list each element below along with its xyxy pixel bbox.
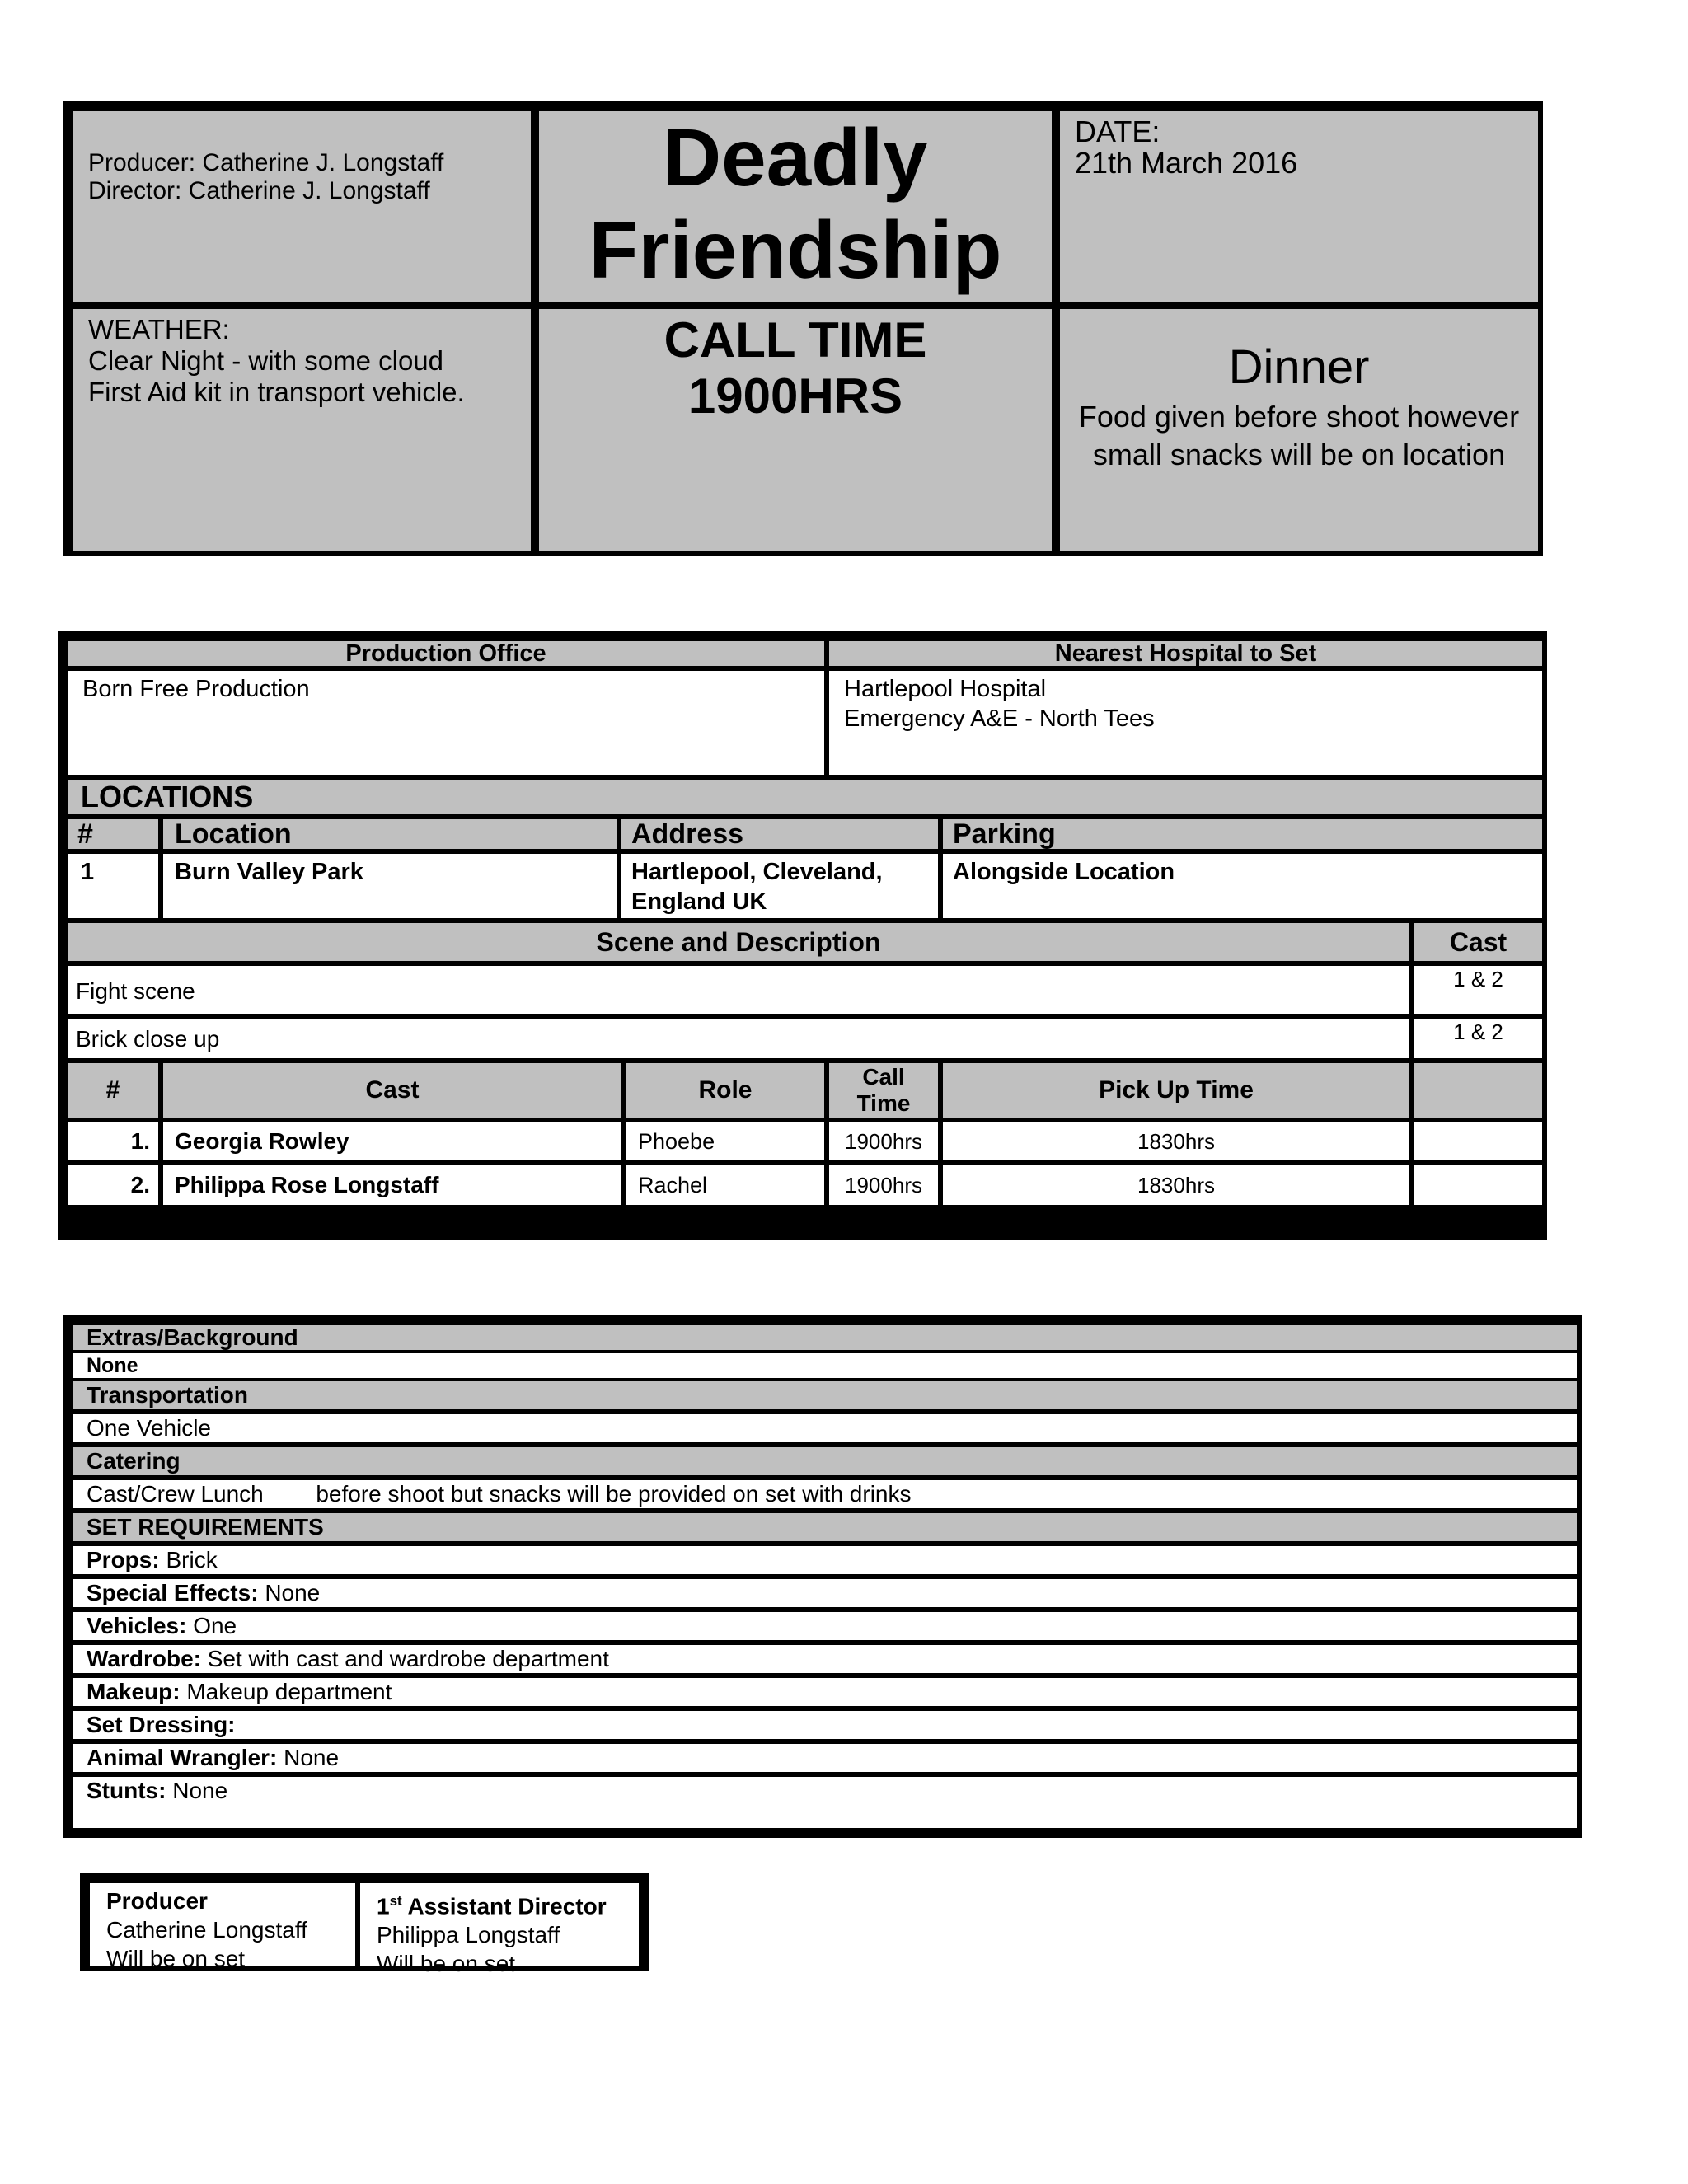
catering-label: Catering <box>73 1447 1577 1475</box>
production-office-header: Production Office <box>68 641 824 666</box>
cast-col-call <box>829 1063 938 1118</box>
cast-row-1-pickup: 1830hrs <box>943 1122 1409 1160</box>
weather-line-1: Clear Night - with some cloud <box>88 345 443 376</box>
scene-row-1-cast: 1 & 2 <box>1414 966 1542 1014</box>
cast-row-2-call: 1900hrs <box>829 1165 938 1205</box>
cast-col-num: # <box>68 1063 158 1118</box>
cast-row-2-name: Philippa Rose Longstaff <box>163 1165 621 1205</box>
title-line-1: Deadly <box>663 112 928 203</box>
producer-director-cell <box>73 111 531 302</box>
makeup-value: Makeup department <box>186 1679 392 1704</box>
cast-row-1-num: 1. <box>68 1122 158 1160</box>
vehicles-label: Vehicles: <box>87 1613 187 1638</box>
stunts-value: None <box>172 1778 228 1803</box>
locations-col-parking: Parking <box>943 819 1542 849</box>
cast-col-pickup: Pick Up Time <box>943 1063 1409 1118</box>
scene-row-2-description: Brick close up <box>68 1019 1409 1058</box>
contacts-box <box>80 1873 649 1977</box>
cast-row-1-role: Phoebe <box>626 1122 824 1160</box>
cast-row-2-pickup: 1830hrs <box>943 1165 1409 1205</box>
title-line-2: Friendship <box>588 204 1002 295</box>
meal-title: Dinner <box>1228 340 1370 394</box>
location-row-num: 1 <box>68 854 158 918</box>
transport-value: One Vehicle <box>73 1414 1577 1442</box>
call-col-line-2: Time <box>856 1090 911 1116</box>
weather-cell <box>73 309 531 551</box>
catering-value-row <box>73 1480 1577 1508</box>
cast-row-1-blank <box>1414 1122 1542 1160</box>
locations-col-address: Address <box>621 819 938 849</box>
scene-row-1-description: Fight scene <box>68 966 1409 1014</box>
assistant-director-contact <box>360 1883 639 1977</box>
wardrobe-label: Wardrobe: <box>87 1646 201 1671</box>
location-row-address <box>621 854 938 918</box>
cast-row-2-blank <box>1414 1165 1542 1205</box>
animal-wrangler-row <box>73 1744 1577 1772</box>
hospital-header: Nearest Hospital to Set <box>829 641 1542 666</box>
assistant-director-note: Will be on set <box>377 1951 516 1977</box>
set-dressing-label: Set Dressing: <box>87 1712 236 1737</box>
ad-title-num: 1 <box>377 1893 390 1919</box>
catering-value-a: Cast/Crew Lunch <box>87 1481 264 1507</box>
production-office-value: Born Free Production <box>82 676 310 702</box>
catering-value-b: before shoot but snacks will be provided on set with drinks <box>316 1481 912 1507</box>
props-value: Brick <box>166 1547 218 1572</box>
stunts-label: Stunts: <box>87 1778 166 1803</box>
call-time-label: CALL TIME <box>663 312 927 368</box>
scene-header: Scene and Description <box>68 923 1409 961</box>
cast-col-role: Role <box>626 1063 824 1118</box>
set-requirements-label: SET REQUIREMENTS <box>73 1513 1577 1541</box>
producer-contact <box>90 1883 355 1971</box>
props-label: Props: <box>87 1547 160 1572</box>
special-effects-row <box>73 1579 1577 1607</box>
ad-title-sup: st <box>389 1893 402 1909</box>
special-effects-label: Special Effects: <box>87 1580 259 1605</box>
production-title-cell <box>539 111 1052 302</box>
vehicles-row <box>73 1612 1577 1640</box>
producer-contact-title: Producer <box>106 1888 208 1914</box>
makeup-row <box>73 1678 1577 1706</box>
wardrobe-row <box>73 1645 1577 1673</box>
main-table <box>58 631 1547 1240</box>
locations-col-location: Location <box>163 819 617 849</box>
extras-label: Extras/Background <box>73 1325 1577 1350</box>
header-block <box>63 101 1543 556</box>
makeup-label: Makeup: <box>87 1679 181 1704</box>
set-dressing-row <box>73 1711 1577 1739</box>
weather-label: WEATHER: <box>88 314 230 344</box>
location-row-parking: Alongside Location <box>943 854 1542 918</box>
animal-wrangler-value: None <box>284 1745 340 1770</box>
animal-wrangler-label: Animal Wrangler: <box>87 1745 278 1770</box>
hospital-line-2: Emergency A&E - North Tees <box>844 705 1155 732</box>
stunts-row <box>73 1777 1577 1828</box>
producer-contact-note: Will be on set <box>106 1946 246 1971</box>
director-text: Director: Catherine J. Longstaff <box>88 177 430 204</box>
scene-row-2-cast: 1 & 2 <box>1414 1019 1542 1058</box>
call-time-value: 1900HRS <box>687 368 903 424</box>
locations-col-num: # <box>68 819 158 849</box>
vehicles-value: One <box>193 1613 237 1638</box>
special-effects-value: None <box>265 1580 321 1605</box>
details-table <box>63 1315 1582 1838</box>
transport-label: Transportation <box>73 1381 1577 1409</box>
address-line-2: England UK <box>631 888 767 915</box>
ad-title-rest: Assistant Director <box>401 1893 607 1919</box>
props-row <box>73 1546 1577 1574</box>
date-label: DATE: <box>1075 115 1160 148</box>
meal-line-2: small snacks will be on location <box>1092 438 1506 471</box>
cast-col-blank <box>1414 1063 1542 1118</box>
cast-row-2-num: 2. <box>68 1165 158 1205</box>
date-value: 21th March 2016 <box>1075 146 1298 180</box>
wardrobe-value: Set with cast and wardrobe department <box>207 1646 609 1671</box>
meal-line-1: Food given before shoot however <box>1078 400 1520 434</box>
meal-cell <box>1060 309 1538 551</box>
call-time-cell <box>539 309 1052 551</box>
production-office-value-cell <box>68 671 824 775</box>
cast-col-cast: Cast <box>163 1063 621 1118</box>
locations-title: LOCATIONS <box>68 780 1542 814</box>
hospital-line-1: Hartlepool Hospital <box>844 676 1047 702</box>
scene-cast-header: Cast <box>1414 923 1542 961</box>
date-cell <box>1060 111 1538 302</box>
assistant-director-name: Philippa Longstaff <box>377 1922 560 1948</box>
location-row-name: Burn Valley Park <box>163 854 617 918</box>
assistant-director-title <box>377 1886 639 1920</box>
producer-contact-name: Catherine Longstaff <box>106 1917 307 1943</box>
address-line-1: Hartlepool, Cleveland, <box>631 859 883 885</box>
cast-row-2-role: Rachel <box>626 1165 824 1205</box>
hospital-value-cell <box>829 671 1542 775</box>
call-col-line-1: Call <box>862 1064 905 1090</box>
extras-value: None <box>73 1353 1577 1378</box>
cast-row-1-call: 1900hrs <box>829 1122 938 1160</box>
cast-row-1-name: Georgia Rowley <box>163 1122 621 1160</box>
weather-line-2: First Aid kit in transport vehicle. <box>88 377 465 407</box>
producer-text: Producer: Catherine J. Longstaff <box>88 149 444 176</box>
